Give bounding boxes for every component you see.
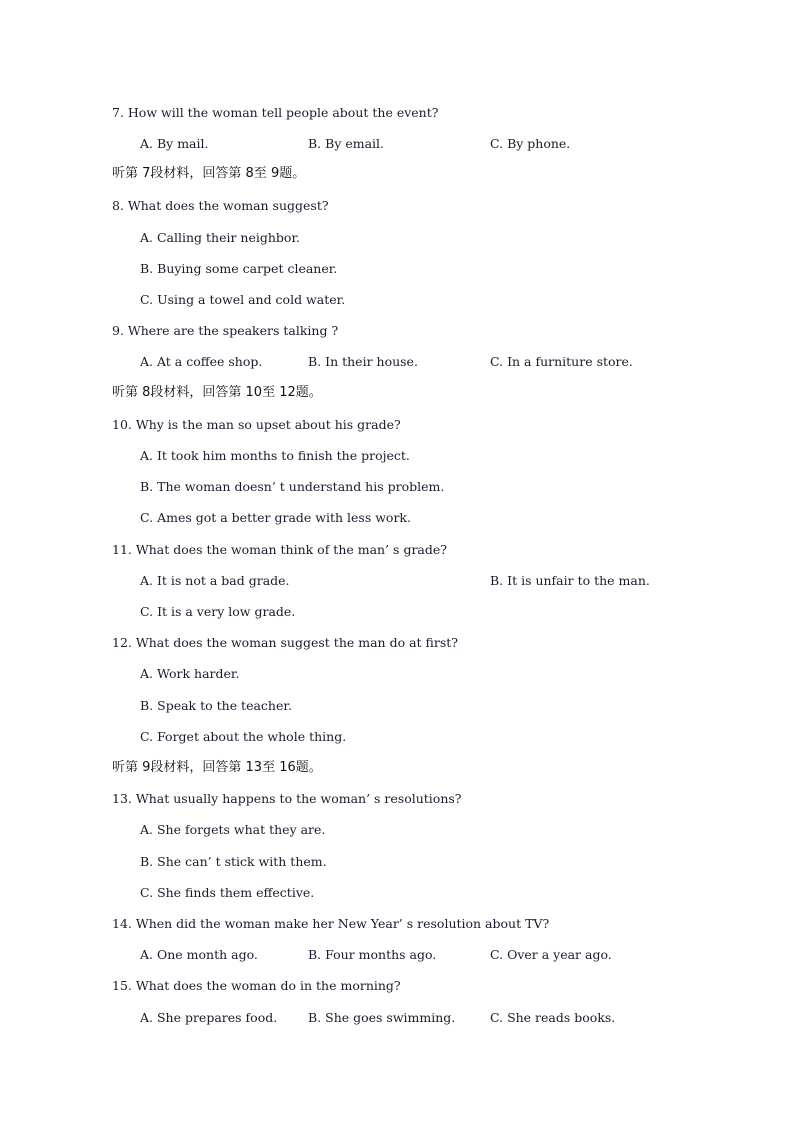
option-9c: C. In a furniture store. bbox=[490, 354, 633, 369]
option-9a: A. At a coffee shop. bbox=[140, 354, 263, 369]
question-15: 15. What does the woman do in the morning? bbox=[112, 978, 401, 993]
option-15c: C. She reads books. bbox=[490, 1010, 616, 1025]
option-11b: B. It is unfair to the man. bbox=[490, 573, 650, 588]
option-10b: B. The woman doesn’ t understand his problem. bbox=[140, 479, 445, 494]
question-13: 13. What usually happens to the woman’ s resolutions? bbox=[112, 791, 462, 806]
option-10a: A. It took him months to finish the project. bbox=[140, 448, 410, 463]
question-7: 7. How will the woman tell people about the event? bbox=[112, 105, 439, 120]
option-11a: A. It is not a bad grade. bbox=[140, 573, 290, 588]
question-8: 8. What does the woman suggest? bbox=[112, 198, 329, 213]
question-12: 12. What does the woman suggest the man do at first? bbox=[112, 635, 458, 650]
option-12b: B. Speak to the teacher. bbox=[140, 698, 292, 713]
option-13c: C. She finds them effective. bbox=[140, 885, 315, 900]
option-15a: A. She prepares food. bbox=[140, 1010, 278, 1025]
option-12c: C. Forget about the whole thing. bbox=[140, 729, 347, 744]
option-15b: B. She goes swimming. bbox=[308, 1010, 456, 1025]
option-14c: C. Over a year ago. bbox=[490, 947, 612, 962]
question-10: 10. Why is the man so upset about his grade? bbox=[112, 417, 401, 432]
section-heading-9: 听第 9段材料，回答第 13至 16题。 bbox=[112, 760, 322, 775]
option-14a: A. One month ago. bbox=[140, 947, 258, 962]
option-7c: C. By phone. bbox=[490, 136, 571, 151]
option-8a: A. Calling their neighbor. bbox=[140, 230, 301, 245]
option-8c: C. Using a towel and cold water. bbox=[140, 292, 346, 307]
option-7a: A. By mail. bbox=[140, 136, 209, 151]
option-11c: C. It is a very low grade. bbox=[140, 604, 296, 619]
question-11: 11. What does the woman think of the man’ s grade? bbox=[112, 542, 447, 557]
question-14: 14. When did the woman make her New Year’ s resolution about TV? bbox=[112, 916, 550, 931]
question-9: 9. Where are the speakers talking ? bbox=[112, 323, 339, 338]
option-13b: B. She can’ t stick with them. bbox=[140, 854, 327, 869]
option-9b: B. In their house. bbox=[308, 354, 418, 369]
option-13a: A. She forgets what they are. bbox=[140, 822, 326, 837]
option-14b: B. Four months ago. bbox=[308, 947, 437, 962]
section-heading-7: 听第 7段材料，回答第 8至 9题。 bbox=[112, 166, 306, 181]
option-12a: A. Work harder. bbox=[140, 666, 240, 681]
option-10c: C. Ames got a better grade with less work. bbox=[140, 510, 411, 525]
section-heading-8: 听第 8段材料，回答第 10至 12题。 bbox=[112, 385, 322, 400]
option-7b: B. By email. bbox=[308, 136, 385, 151]
option-8b: B. Buying some carpet cleaner. bbox=[140, 261, 338, 276]
